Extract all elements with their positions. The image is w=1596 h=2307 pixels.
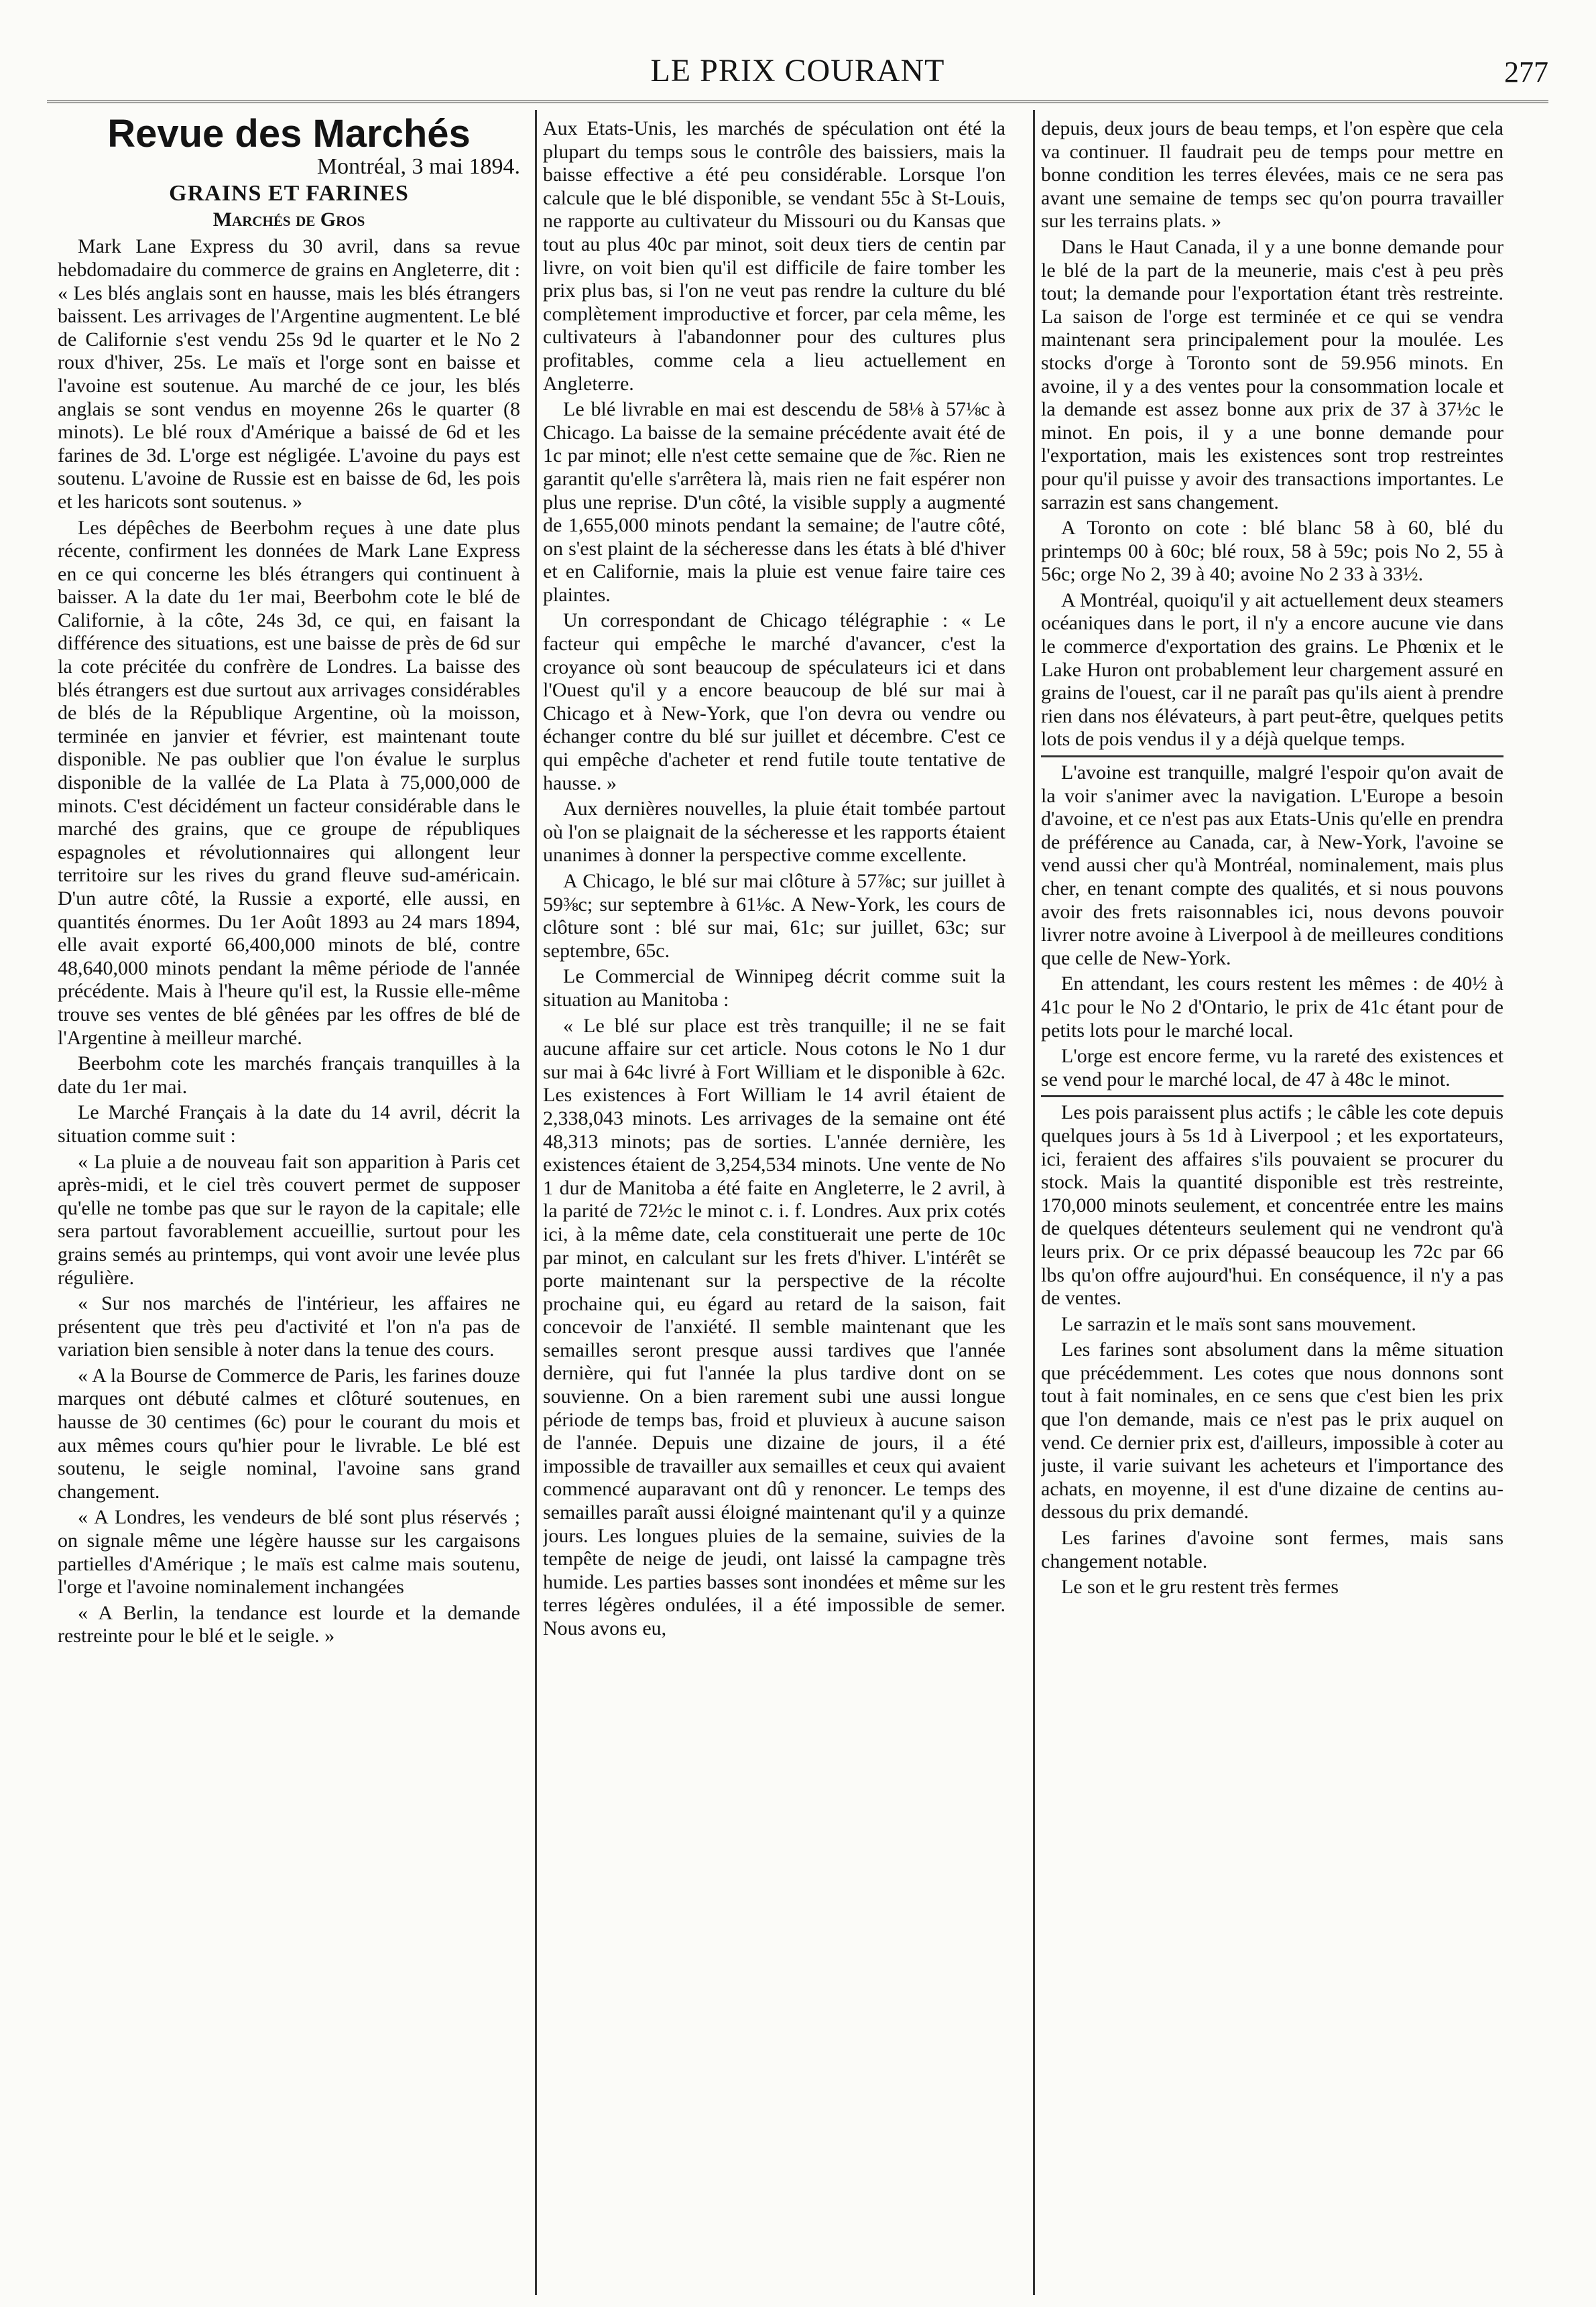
paragraph: « Sur nos marchés de l'intérieur, les affaires ne présentent que très peu d'activité et l'on n'a pas de variation bien sensible à noter dans la tenue des cours. [58, 1292, 520, 1361]
paragraph: Beerbohm cote les marchés français tranquilles à la date du 1er mai. [58, 1052, 520, 1098]
paragraph: Les farines sont absolument dans la même situation que précédemment. Les cotes que nous donnons sont tout à fait nominales, en ce sens que c'est bien les prix que l'on demande, mais ce n'est pas le prix auquel on vend. Ce dernier prix est, d'ailleurs, impossible à coter au juste, il varie suivant les acheteurs et l'importance des achats, en moyenne, il est d'une dizaine de centins au-dessous du prix demandé. [1041, 1338, 1503, 1523]
paragraph: « La pluie a de nouveau fait son apparition à Paris cet après-midi, et le ciel très couvert permet de supposer qu'elle ne tombe pas que sur le rayon de la capitale; elle sera partout favorablement accueillie, surtout pour les grains semés au printemps, qui vont avoir une levée plus régulière. [58, 1150, 520, 1289]
header-rule [47, 101, 1548, 103]
paragraph: Le blé livrable en mai est descendu de 58⅛ à 57⅛c à Chicago. La baisse de la semaine précédente avait été de 1c par minot; elle n'est cette semaine que de ⅞c. Rien ne garantit qu'elle s'arrêtera là, mais rien ne fait espérer non plus une reprise. D'un côté, la visible supply a augmenté de 1,655,000 minots pendant la semaine; de l'autre côté, on s'est plaint de la sécheresse dans les états à blé d'hiver et en Californie, mais la pluie est venue faire taire ces plaintes. [543, 398, 1005, 606]
paragraph: Les dépêches de Beerbohm reçues à une date plus récente, confirment les données de Mark Lane Express en ce qui concerne les blés étrangers qui continuent à baisser. A la date du 1er mai, Beerbohm cote le blé de Californie, à la côte, 24s 3d, ce qui, en faisant la différence des situations, est une baisse de près de 6d sur la cote précitée du confrère de Londres. La baisse des blés étrangers est due surtout aux arrivages considérables de blés de la République Argentine, où la moisson, terminée en janvier et février, est maintenant toute disponible. Ne pas oublier que l'on évalue le surplus disponible de la vallée de La Plata à 75,000,000 de minots. C'est décidément un facteur considérable dans le marché des grains, que ce groupe de républiques espagnoles et révolutionnaires qui allongent leur territoire sur les rives du grand fleuve sud-américain. D'un autre côté, la Russie a exporté, elle aussi, en quantités énormes. Du 1er Août 1893 au 24 mars 1894, elle avait exporté 66,400,000 minots de blé, contre 48,640,000 minots pendant la même période de l'année précédente. Mais à l'heure qu'il est, la Russie elle-même trouve ses ventes de blé gênées par les offres de blé de l'Argentine à meilleur marché. [58, 516, 520, 1049]
paragraph: « A Londres, les vendeurs de blé sont plus réservés ; on signale même une légère hausse sur les cargaisons partielles d'Amérique ; le maïs est calme mais soutenu, l'orge et l'avoine nominalement inchangées [58, 1506, 520, 1599]
paragraph: Aux dernières nouvelles, la pluie était tombée partout où l'on se plaignait de la sécheresse et les rapports étaient unanimes à donner la perspective comme excellente. [543, 798, 1005, 867]
running-title: LE PRIX COURANT [650, 53, 945, 88]
paragraph: L'avoine est tranquille, malgré l'espoir qu'on avait de la voir s'animer avec la navigation. L'Europe a besoin d'avoine, et ce n'est pas aux Etats-Unis qu'elle en prendra de préférence au Canada, car, à New-York, l'avoine se vend aussi cher qu'à Montréal, nominalement, mais plus cher, en tenant compte des qualités, et si nous pouvons avoir des frets raisonnables ici, nous devons pouvoir livrer notre avoine à Liverpool à de meilleures conditions que celle de New-York. [1041, 761, 1503, 969]
paragraph: A Montréal, quoiqu'il y ait actuellement deux steamers océaniques dans le port, il n'y a encore aucune vie dans le commerce d'exportation des grains. Le Phœnix et le Lake Huron ont probablement leur chargement assuré en grains de l'ouest, car il ne paraît pas qu'ils aient à prendre rien dans nos élévateurs, à part peut-être, quelques petits lots de pois vendus il y a déjà quelque temps. [1041, 588, 1503, 751]
paragraph: Les pois paraissent plus actifs ; le câble les cote depuis quelques jours à 5s 1d à Liverpool ; et les exportateurs, ici, feraient des affaires s'ils pouvaient se procurer du stock. Mais la quantité disponible est très restreinte, 170,000 minots seulement, et concentrée entre les mains de quelques détenteurs seulement qui ne vendront qu'à leurs prix. Or ce prix dépassé beaucoup les 72c par 66 lbs qu'on offre aujourd'hui. En conséquence, il n'y a pas de ventes. [1041, 1101, 1503, 1310]
column-divider-2 [1033, 110, 1035, 2295]
paragraph: Dans le Haut Canada, il y a une bonne demande pour le blé de la part de la meunerie, mais c'est à peu près tout; la demande pour l'exportation étant très restreinte. La saison de l'orge est terminée et ce qui se vendra maintenant sera principalement pour la moulée. Les stocks d'orge à Toronto sont de 59.956 minots. En avoine, il y a des ventes pour la consommation locale et la demande est assez bonne aux prix de 37 à 37½c le minot. En pois, il y a une bonne demande pour l'exportation, mais les existences sont trop restreintes pour qu'il puisse y avoir des transactions importantes. Le sarrazin est sans changement. [1041, 235, 1503, 513]
paragraph: Les farines d'avoine sont fermes, mais sans changement notable. [1041, 1527, 1503, 1572]
paragraph: « A la Bourse de Commerce de Paris, les farines douze marques ont débuté calmes et clôturé soutenues, en hausse de 30 centimes (6c) pour le courant du mois et aux mêmes cours qu'hier pour le livrable. Le blé est soutenu, le seigle nominal, l'avoine sans grand changement. [58, 1364, 520, 1503]
paragraph: Un correspondant de Chicago télégraphie : « Le facteur qui empêche le marché d'avancer, c'est la croyance où sont beaucoup de spéculateurs ici et dans l'Ouest qu'il y a encore beaucoup de blé sur mai à Chicago et à New-York, que l'on devra ou vendre ou échanger contre du blé sur juillet et décembre. C'est ce qui empêche d'acheter et rend futile toute tentative de hausse. » [543, 609, 1005, 794]
paragraph: A Toronto on cote : blé blanc 58 à 60, blé du printemps 00 à 60c; blé roux, 58 à 59c; pois No 2, 55 à 56c; orge No 2, 39 à 40; avoine No 2 33 à 33½. [1041, 517, 1503, 586]
divider [1041, 1095, 1503, 1097]
paragraph: L'orge est encore ferme, vu la rareté des existences et se vend pour le marché local, de 47 à 48c le minot. [1041, 1045, 1503, 1090]
divider [1041, 755, 1503, 757]
paragraph: « Le blé sur place est très tranquille; il ne se fait aucune affaire sur cet article. Nous cotons le No 1 dur sur mai à 64c livré à Fort William et le disponible à 62c. Les existences à Fort William le 14 avril étaient de 2,338,043 minots. Les arrivages de la semaine ont été 48,313 minots; pas de sorties. L'année dernière, les existences étaient de 3,254,534 minots. Une vente de No 1 dur de Manitoba a été faite en Angleterre, le 2 avril, à la parité de 72½c le minot c. i. f. Londres. Aux prix cotés ici, à la même date, cela constituerait une perte de 10c par minot, en calculant sur les frets d'hiver. L'intérêt se porte maintenant sur la perspective de la récolte prochaine qui, eu égard au retard de la saison, fait concevoir de l'anxiété. Il semble maintenant que les semailles seront presque aussi tardives que l'année dernière, qui fut l'année la plus tardive dont on se souvienne. On a bien rarement subi une aussi longue période de temps bas, froid et pluvieux à aucune saison de l'année. Depuis une dizaine de jours, il a été impossible de travailler aux semailles et ceux qui avaient commencé auparavant ont dû y renoncer. Le temps des semailles paraît aussi éloigné maintenant qu'il y a quinze jours. Les longues pluies de la semaine, suivies de la tempête de neige de jeudi, ont laissé la campagne très humide. Les parties basses sont inondées et même sur les terres légères ondulées, il a été impossible de semer. Nous avons eu, [543, 1014, 1005, 1639]
paragraph: Mark Lane Express du 30 avril, dans sa revue hebdomadaire du commerce de grains en Angleterre, dit : « Les blés anglais sont en hausse, mais les blés étrangers baissent. Les arrivages de l'Argentine augmentent. Le blé de Californie s'est vendu 25s 9d le quarter et le No 2 roux d'hiver, 25s. Le maïs et l'orge sont en baisse et l'avoine est soutenue. Au marché de ce jour, les blés anglais se sont vendus en moyenne 26s le quarter (8 minots). Le blé roux d'Amérique a baissé de 6d et les farines de 3d. L'orge est négligée. L'avoine du pays est soutenu. L'avoine de Russie est en baisse de 6d, les pois et les haricots sont soutenus. » [58, 235, 520, 513]
page-number: 277 [1504, 56, 1548, 88]
paragraph: depuis, deux jours de beau temps, et l'on espère que cela va continuer. Il faudrait peu de temps pour mettre en bonne condition les terres élevées, mais ce ne sera pas avant une semaine de temps sec qu'on pourra travailler sur les terrains plats. » [1041, 117, 1503, 233]
paragraph: Le son et le gru restent très fermes [1061, 1576, 1339, 1599]
paragraph: A Chicago, le blé sur mai clôture à 57⅞c; sur juillet à 59⅜c; sur septembre à 61⅛c. A New-York, les cours de clôture sont : blé sur mai, 61c; sur juillet, 63c; sur septembre, 65c. [543, 870, 1005, 962]
paragraph: Le Commercial de Winnipeg décrit comme suit la situation au Manitoba : [543, 965, 1005, 1011]
subsection-head: Marchés de Gros [212, 208, 365, 231]
column-2 [543, 117, 1005, 2299]
column-divider-1 [535, 110, 537, 2295]
paragraph: En attendant, les cours restent les mêmes : de 40½ à 41c pour le No 2 d'Ontario, le prix de 41c étant pour de petits lots pour le marché local. [1041, 973, 1503, 1042]
paragraph: « A Berlin, la tendance est lourde et la demande restreinte pour le blé et le seigle. » [58, 1601, 520, 1647]
paragraph: Le sarrazin et le maïs sont sans mouvement. [1061, 1312, 1416, 1335]
section-head: GRAINS ET FARINES [169, 181, 409, 206]
section-title: Revue des Marchés [107, 117, 471, 155]
paragraph: Le Marché Français à la date du 14 avril, décrit la situation comme suit : [58, 1101, 520, 1147]
column-1 [58, 117, 520, 2299]
page-header [47, 52, 1548, 99]
paragraph: Aux Etats-Unis, les marchés de spéculation ont été la plupart du temps sous le contrôle des baissiers, mais la baisse effective a été peu considérable. Lorsque l'on calcule que le blé disponible, se vendant 55c à St-Louis, ne rapporte au cultivateur du Missouri ou du Kansas que tout au plus 40c par minot, soit deux tiers de centin par livre, on voit bien qu'il est difficile de faire tomber les prix plus bas, si l'on ne veut pas rendre la culture du blé complètement improductive et forcer, par cela même, les cultivateurs à l'abandonner pour des cultures plus profitables, comme cela a lieu actuellement en Angleterre. [543, 117, 1005, 395]
dateline: Montréal, 3 mai 1894. [316, 153, 520, 179]
column-3 [1041, 117, 1503, 2299]
